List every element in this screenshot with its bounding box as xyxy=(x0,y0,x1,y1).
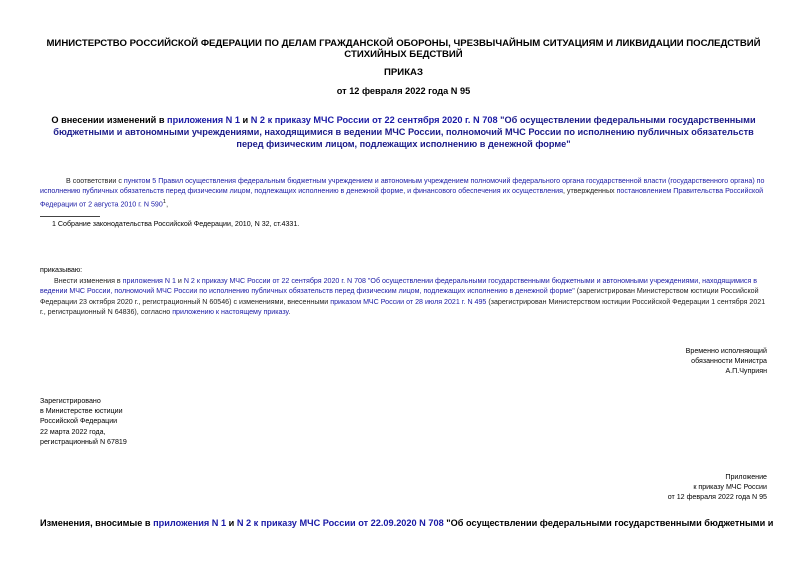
footnote-divider xyxy=(40,216,100,217)
order-link-title[interactable]: "Об осуществлении федеральными государственными бюджетными и автономными учреждениями, находящимися в ведении МЧС России, полномочий МЧС России по исполнению публичных обязательств перед физическим лицом, подлежащих исполнению в денежной форме" xyxy=(40,277,758,296)
changes-title-and: и xyxy=(226,518,237,528)
order-title-rest: "Об осуществлении федеральными государственными бюджетными и автономными учреждениями, находящимися в ведении МЧС России, полномочий МЧС России по исполнению публичных обязательств перед физическим лицом, подлежащих исполнению в денежной форме" xyxy=(53,115,756,149)
document-type: ПРИКАЗ xyxy=(384,67,423,78)
preamble-link-point-5[interactable]: пунктом 5 xyxy=(123,177,157,185)
signature-line-2: обязанности Министра xyxy=(691,357,767,366)
appendix-line-3: от 12 февраля 2022 года N 95 xyxy=(667,493,767,502)
preamble-text-3: , xyxy=(166,200,169,209)
footnote-text: 1 Собрание законодательства Российской Федерации, 2010, N 32, ст.4331. xyxy=(52,220,300,228)
order-text-3: (зарегистрирован Министерством юстиции Российской Федерации 23 октября 2020 г., регистрационный N 60546) с изменениями, внесенными xyxy=(40,287,759,306)
order-paragraph xyxy=(40,276,768,318)
order-title-link-appendix-2[interactable]: N 2 к приказу МЧС России от 22 сентября 2020 г. N 708 xyxy=(250,115,498,125)
order-text-5: . xyxy=(288,308,291,317)
order-link-appendix[interactable]: приложению к настоящему приказу xyxy=(172,308,289,317)
order-link-appendix-1[interactable]: приложения N 1 xyxy=(122,277,176,285)
order-title-and: и xyxy=(239,115,251,125)
changes-title xyxy=(40,518,800,528)
preamble-link-resolution[interactable]: постановлением Правительства Российской Федерации от 2 августа 2010 г. N 590 xyxy=(40,187,764,209)
appendix-line-1: Приложение xyxy=(725,473,767,481)
order-title xyxy=(48,115,759,150)
registration-line-2: в Министерстве юстиции xyxy=(40,407,123,416)
preamble-link-rules[interactable]: Правил осуществления федеральным бюджетным учреждением и автономным учреждением полномочий федерального органа государственной власти (государственного органа) по исполнению публичных обязательств перед физическим лицом, подлежащих исполнению в денежной форме, и финансового обеспечения их осуществления xyxy=(40,177,765,196)
order-date-number: от 12 февраля 2022 года N 95 xyxy=(336,86,471,96)
ministry-header: МИНИСТЕРСТВО РОССИЙСКОЙ ФЕДЕРАЦИИ ПО ДЕЛАМ ГРАЖДАНСКОЙ ОБОРОНЫ, ЧРЕЗВЫЧАЙНЫМ СИТУАЦИЯМ И ЛИКВИДАЦИИ ПОСЛЕДСТВИЙ СТИХИЙНЫХ БЕДСТВИЙ xyxy=(46,38,761,60)
preamble-text-2: , утвержденных xyxy=(562,187,617,196)
changes-title-prefix: Изменения, вносимые в xyxy=(40,518,154,528)
order-text-2: и xyxy=(175,277,184,285)
order-title-prefix: О внесении изменений в xyxy=(51,115,168,125)
registration-line-3: Российской Федерации xyxy=(40,417,118,426)
order-text-1: Внести изменения в xyxy=(54,277,123,285)
appendix-header xyxy=(547,472,767,503)
changes-title-rest: "Об осуществлении федеральными государственными бюджетными и xyxy=(443,518,774,528)
registration-line-1: Зарегистрировано xyxy=(40,397,101,405)
preamble-paragraph xyxy=(40,176,768,210)
order-link-495[interactable]: приказом МЧС России от 28 июля 2021 г. N 495 xyxy=(330,297,487,306)
registration-line-4: 22 марта 2022 года, xyxy=(40,427,106,436)
changes-link-appendix-1[interactable]: приложения N 1 xyxy=(153,518,227,528)
order-text-4: (зарегистрирован Министерством юстиции Российской Федерации 1 сентября 2021 г., регистрационный N 64836), согласно xyxy=(40,297,766,317)
signature-block xyxy=(567,346,767,377)
registration-line-5: регистрационный N 67819 xyxy=(40,437,127,446)
signature-name: А.П.Чуприян xyxy=(725,367,767,376)
order-word: приказываю: xyxy=(40,266,83,274)
footnote-ref[interactable]: 1 xyxy=(162,198,167,205)
registration-block xyxy=(40,396,127,447)
preamble-text-1: В соответствии с xyxy=(66,177,124,185)
order-link-appendix-2[interactable]: N 2 к приказу МЧС России от 22 сентября 2020 г. N 708 xyxy=(183,277,366,285)
appendix-line-2: к приказу МЧС России xyxy=(693,483,767,492)
order-title-link-appendix-1[interactable]: приложения N 1 xyxy=(167,115,240,125)
signature-line-1: Временно исполняющий xyxy=(685,347,767,355)
changes-link-appendix-2[interactable]: N 2 к приказу МЧС России от 22.09.2020 N 708 xyxy=(236,518,444,528)
